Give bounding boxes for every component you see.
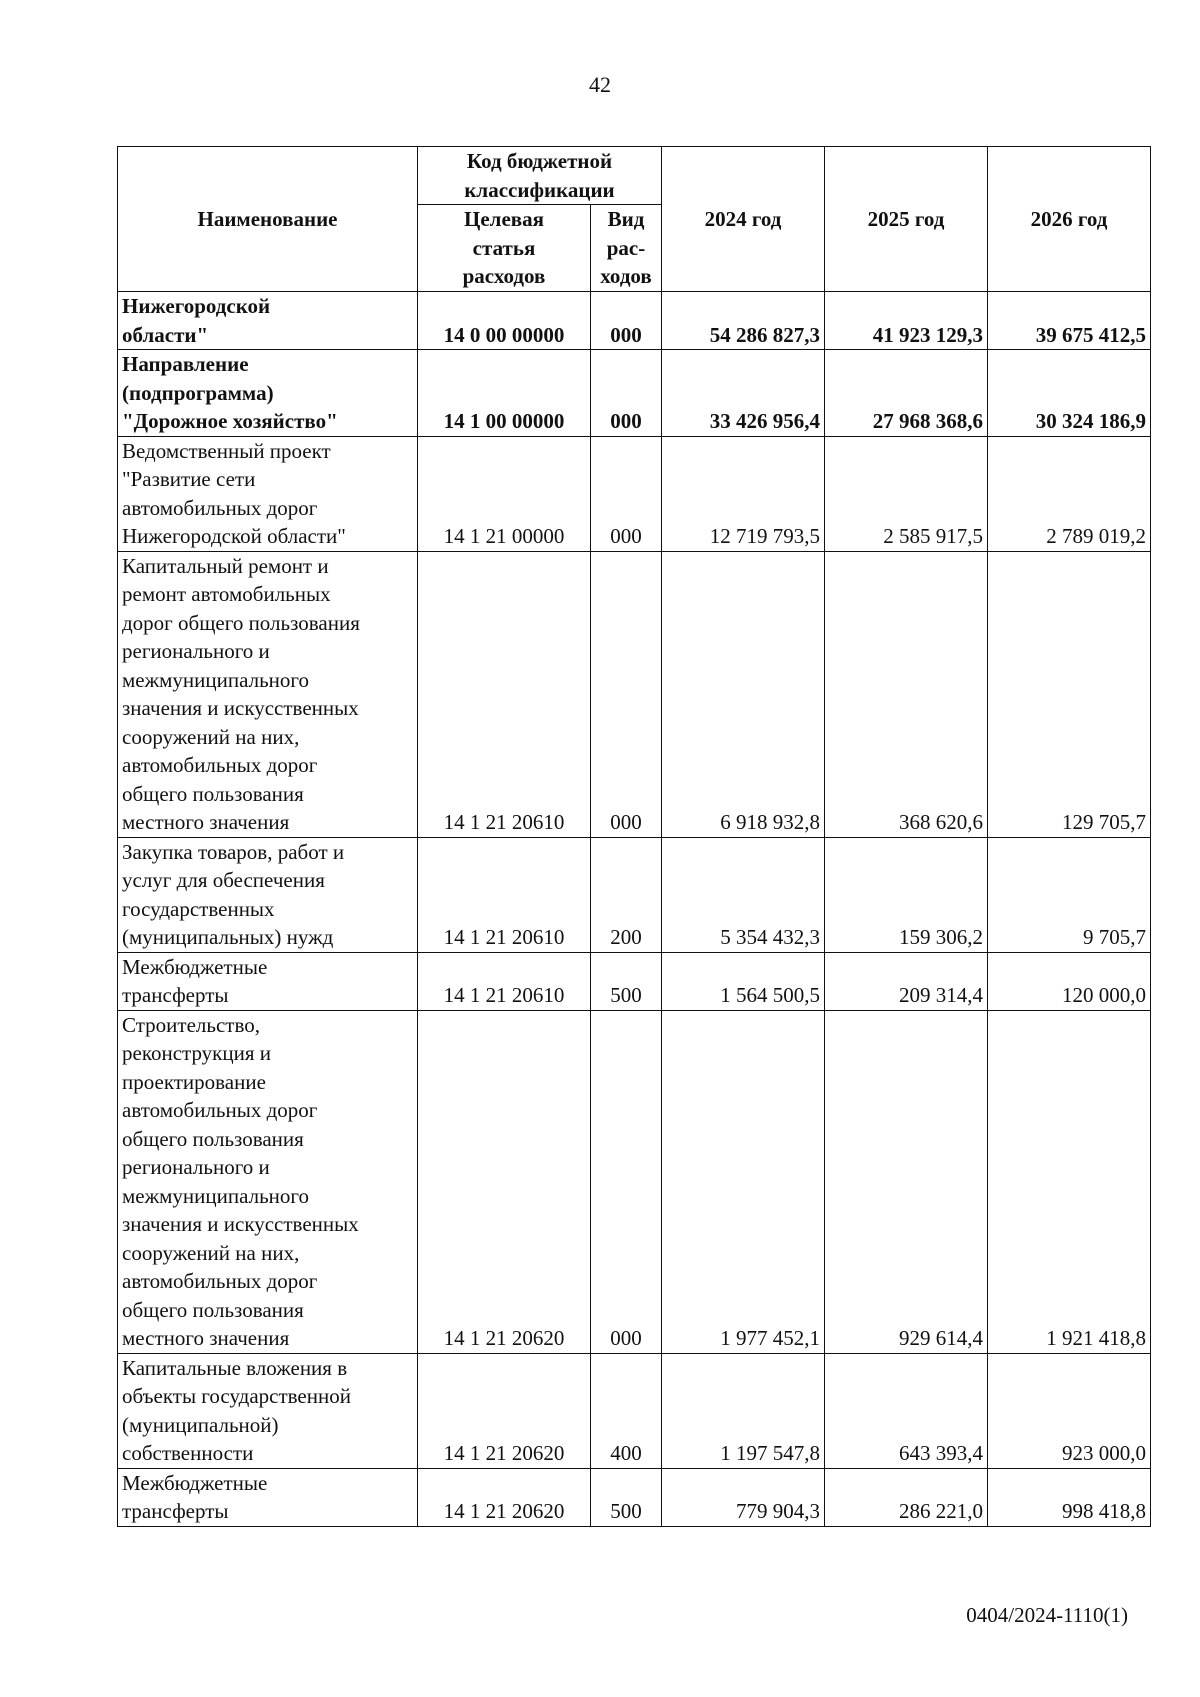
row-name-line: Межбюджетные bbox=[122, 954, 268, 979]
row-name bbox=[118, 837, 418, 952]
row-name-line: автомобильных дорог bbox=[122, 1269, 318, 1293]
row-target-article: 14 0 00 00000 bbox=[418, 292, 591, 350]
row-year-2024: 5 354 432,3 bbox=[662, 837, 825, 952]
row-name-line: государственных bbox=[122, 896, 275, 921]
row-year-2024: 33 426 956,4 bbox=[662, 350, 825, 437]
row-name-line: регионального и bbox=[122, 639, 270, 663]
row-year-2025: 368 620,6 bbox=[825, 551, 988, 837]
row-year-2026: 998 418,8 bbox=[988, 1468, 1151, 1526]
header-expense-type bbox=[591, 205, 662, 292]
header-year-2026: 2026 год bbox=[988, 147, 1151, 292]
row-expense-type: 400 bbox=[591, 1353, 662, 1468]
row-year-2026: 9 705,7 bbox=[988, 837, 1151, 952]
budget-table bbox=[117, 146, 1151, 1527]
document-id: 0404/2024-1110(1) bbox=[966, 1603, 1128, 1627]
row-year-2025: 159 306,2 bbox=[825, 837, 988, 952]
table-row bbox=[118, 551, 1151, 837]
table-row bbox=[118, 292, 1151, 350]
row-name-line: Нижегородской bbox=[122, 294, 271, 318]
page-number: 42 bbox=[589, 72, 611, 97]
header-target-article-line: расходов bbox=[462, 264, 546, 288]
row-name-line: Строительство, bbox=[122, 1012, 260, 1037]
row-name-line: значения и искусственных bbox=[122, 696, 359, 720]
row-name bbox=[118, 1468, 418, 1526]
row-year-2025: 929 614,4 bbox=[825, 1010, 988, 1353]
row-name-line: межмуниципального bbox=[122, 1183, 309, 1208]
row-year-2024: 779 904,3 bbox=[662, 1468, 825, 1526]
header-code-group-line: Код бюджетной bbox=[466, 149, 613, 173]
row-expense-type: 200 bbox=[591, 837, 662, 952]
row-year-2024: 1 564 500,5 bbox=[662, 952, 825, 1010]
row-name-line: общего пользования bbox=[122, 1126, 304, 1151]
row-year-2026: 30 324 186,9 bbox=[988, 350, 1151, 437]
row-target-article: 14 1 00 00000 bbox=[418, 350, 591, 437]
header-target-article-line: статья bbox=[472, 235, 536, 260]
row-year-2025: 27 968 368,6 bbox=[825, 350, 988, 437]
row-name-line: Капитальный ремонт и bbox=[122, 553, 329, 578]
row-name-line: Капитальные вложения в bbox=[122, 1355, 348, 1380]
header-expense-type-line: Вид bbox=[607, 207, 645, 231]
table-row bbox=[118, 1010, 1151, 1353]
table-row bbox=[118, 350, 1151, 437]
table-row bbox=[118, 1468, 1151, 1526]
header-name: Наименование bbox=[118, 147, 418, 292]
row-expense-type: 500 bbox=[591, 952, 662, 1010]
row-target-article: 14 1 21 20610 bbox=[418, 551, 591, 837]
row-name bbox=[118, 292, 418, 350]
row-target-article: 14 1 21 20620 bbox=[418, 1353, 591, 1468]
row-name-line: автомобильных дорог bbox=[122, 495, 318, 520]
row-name-line: сооружений на них, bbox=[122, 724, 300, 749]
row-name-line: сооружений на них, bbox=[122, 1240, 300, 1265]
row-name-line: Межбюджетные bbox=[122, 1470, 268, 1495]
row-name-line: автомобильных дорог bbox=[122, 1098, 318, 1122]
header-year-2025: 2025 год bbox=[825, 147, 988, 292]
row-name-line: местного значения bbox=[122, 810, 290, 834]
header-code-group-line: классификации bbox=[464, 177, 615, 202]
row-target-article: 14 1 21 20620 bbox=[418, 1010, 591, 1353]
row-year-2024: 6 918 932,8 bbox=[662, 551, 825, 837]
row-name-line: объекты государственной bbox=[122, 1384, 351, 1408]
row-name-line: межмуниципального bbox=[122, 667, 309, 692]
row-name-line: ремонт автомобильных bbox=[122, 582, 331, 606]
row-target-article: 14 1 21 20610 bbox=[418, 952, 591, 1010]
row-name bbox=[118, 1010, 418, 1353]
row-target-article: 14 1 21 00000 bbox=[418, 436, 591, 551]
table-row bbox=[118, 1353, 1151, 1468]
row-name-line: Закупка товаров, работ и bbox=[122, 839, 345, 864]
row-year-2024: 1 977 452,1 bbox=[662, 1010, 825, 1353]
table-row bbox=[118, 837, 1151, 952]
header-target-article-line: Целевая bbox=[464, 207, 544, 231]
row-name-line: Направление bbox=[122, 352, 249, 376]
header-expense-type-line: рас- bbox=[606, 235, 646, 260]
table-row bbox=[118, 436, 1151, 551]
row-name-line: услуг для обеспечения bbox=[122, 868, 325, 892]
header-target-article bbox=[418, 205, 591, 292]
row-year-2026: 1 921 418,8 bbox=[988, 1010, 1151, 1353]
row-name-line: автомобильных дорог bbox=[122, 753, 318, 777]
row-expense-type: 500 bbox=[591, 1468, 662, 1526]
row-expense-type: 000 bbox=[591, 1010, 662, 1353]
row-year-2026: 39 675 412,5 bbox=[988, 292, 1151, 350]
row-year-2025: 286 221,0 bbox=[825, 1468, 988, 1526]
row-name bbox=[118, 436, 418, 551]
row-target-article: 14 1 21 20610 bbox=[418, 837, 591, 952]
row-year-2026: 2 789 019,2 bbox=[988, 436, 1151, 551]
row-name-line: проектирование bbox=[122, 1069, 266, 1094]
row-name-line: общего пользования bbox=[122, 781, 304, 806]
row-name bbox=[118, 350, 418, 437]
table-header bbox=[118, 147, 1151, 292]
row-name-line: дорог общего пользования bbox=[122, 610, 360, 635]
header-code-group bbox=[418, 147, 662, 205]
row-name-line: значения и искусственных bbox=[122, 1212, 359, 1236]
row-name-line: области" bbox=[122, 322, 209, 347]
row-year-2026: 923 000,0 bbox=[988, 1353, 1151, 1468]
table-body bbox=[118, 292, 1151, 1527]
row-year-2025: 41 923 129,3 bbox=[825, 292, 988, 350]
row-name-line: Нижегородской области" bbox=[122, 524, 346, 548]
row-expense-type: 000 bbox=[591, 292, 662, 350]
row-year-2024: 12 719 793,5 bbox=[662, 436, 825, 551]
row-name-line: общего пользования bbox=[122, 1297, 304, 1322]
row-name-line: (муниципальной) bbox=[122, 1412, 279, 1437]
header-year-2024: 2024 год bbox=[662, 147, 825, 292]
row-target-article: 14 1 21 20620 bbox=[418, 1468, 591, 1526]
row-name bbox=[118, 952, 418, 1010]
row-expense-type: 000 bbox=[591, 551, 662, 837]
row-name bbox=[118, 551, 418, 837]
row-name-line: трансферты bbox=[122, 983, 229, 1007]
row-year-2024: 1 197 547,8 bbox=[662, 1353, 825, 1468]
row-name-line: регионального и bbox=[122, 1155, 270, 1179]
row-year-2025: 2 585 917,5 bbox=[825, 436, 988, 551]
header-expense-type-line: ходов bbox=[600, 264, 652, 288]
row-year-2026: 120 000,0 bbox=[988, 952, 1151, 1010]
row-name-line: трансферты bbox=[122, 1499, 229, 1523]
row-name bbox=[118, 1353, 418, 1468]
row-name-line: местного значения bbox=[122, 1326, 290, 1350]
row-year-2025: 209 314,4 bbox=[825, 952, 988, 1010]
row-year-2025: 643 393,4 bbox=[825, 1353, 988, 1468]
row-name-line: "Дорожное хозяйство" bbox=[122, 409, 338, 433]
row-year-2026: 129 705,7 bbox=[988, 551, 1151, 837]
row-name-line: (подпрограмма) bbox=[122, 380, 274, 405]
row-year-2024: 54 286 827,3 bbox=[662, 292, 825, 350]
row-name-line: "Развитие сети bbox=[122, 467, 256, 491]
row-name-line: реконструкция и bbox=[122, 1041, 271, 1065]
row-name-line: Ведомственный проект bbox=[122, 438, 331, 463]
row-name-line: собственности bbox=[122, 1441, 254, 1465]
row-expense-type: 000 bbox=[591, 436, 662, 551]
table-row bbox=[118, 952, 1151, 1010]
row-name-line: (муниципальных) нужд bbox=[122, 925, 334, 949]
row-expense-type: 000 bbox=[591, 350, 662, 437]
